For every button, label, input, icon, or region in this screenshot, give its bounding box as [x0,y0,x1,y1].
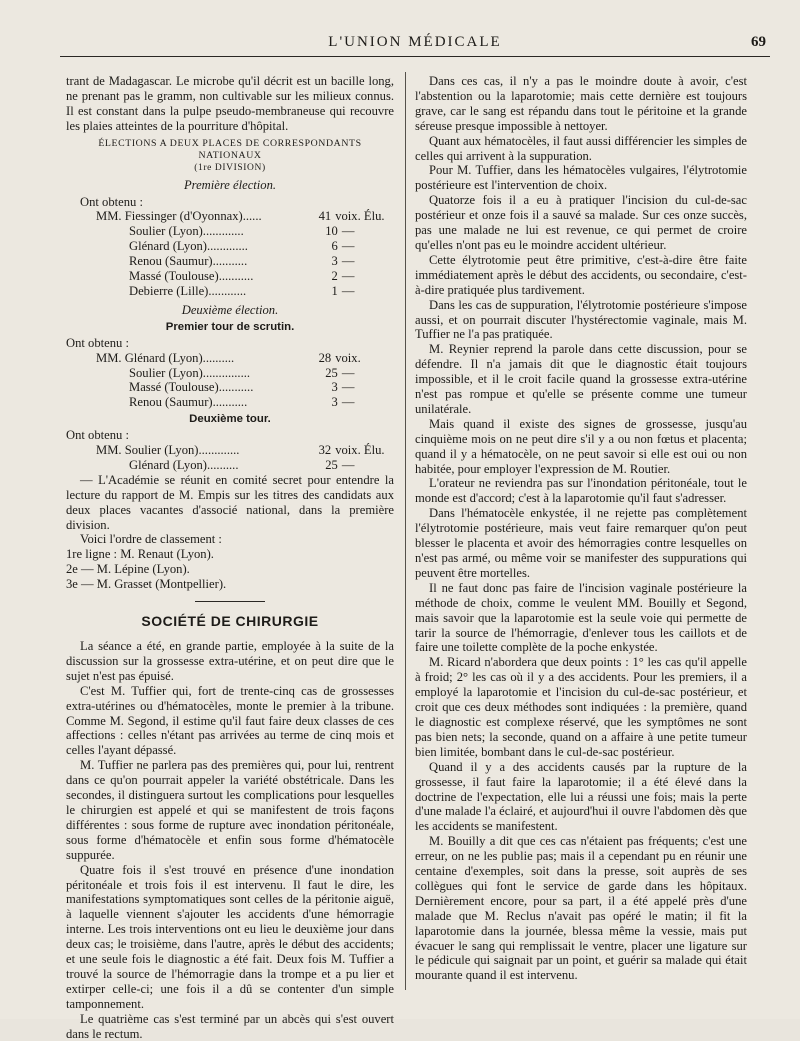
candidate-name: Renou (Saumur)........... [129,254,248,269]
paragraph: Quand il y a des accidents causés par la rupture de la grossesse, il faut faire la laparotomie; il a été élevé dans la doctrine de l'expectation, elle lui a réussi une fois; mais la perte d'une malade l'a éclairé, et aujourd'hui il ouvre l'abdomen dès que les accidents se manifestent. [415,759,747,834]
paragraph: Quant aux hématocèles, il faut aussi différencier les simples de celles qui arrivent à la suppuration. [415,133,747,163]
candidate-name: Soulier (Lyon)............... [129,365,251,380]
premiere-election-heading: Première élection. [183,177,277,192]
first-election-votes [66,209,394,298]
paragraph: Mais quand il existe des signes de grossesse, jusqu'au cinquième mois on ne peut dire s'il y a ou non fœtus et placenta; quand il y a hématocèle, on ne peut savoir si elle est oui ou non habitée, pour employer l'expression de M. Routier. [415,416,747,476]
vote-row [66,395,394,410]
paragraph: M. Bouilly a dit que ces cas n'étaient pas fréquents; c'est une erreur, on ne les publie pas; mais il a cependant pu en réunir une centaine d'exemples, soit dans la presse, soit auprès de ses collègues qui font le service de garde dans les hôpitaux. Dernièrement encore, pour sa part, il a été appelé près d'une malade que M. Reclus n'avait pas opéré le matin; il fit la laparotomie dans la journée, blessa même la vessie, mais put évacuer le sang qui remplissait le ventre, placer une ligature sur le pédicule qui saignait par un point, et guérir sa malade qui était mourante quand il est intervenu. [415,834,747,983]
vote-tag: — [341,224,355,239]
vote-tag: — [341,239,355,254]
vote-count: 41 [318,209,332,224]
vote-tag: voix. Élu. [335,443,385,458]
paragraph-seance: La séance a été, en grande partie, employée à la suite de la discussion sur la grossesse extra-utérine, et on peut dire que le sujet n'est pas épuisé. [66,639,394,683]
classement-intro: Voici l'ordre de classement : [80,532,222,547]
paragraph-academie: — L'Académie se réunit en comité secret pour entendre la lecture du rapport de M. Empis sur les titres des candidats aux deux places vacantes d'associé national, dans la première division. [66,472,394,532]
vote-row [66,366,394,381]
vote-row [66,269,394,284]
vote-count: 3 [331,395,338,410]
candidate-name: MM. Glénard (Lyon).......... [96,350,235,365]
paragraph: M. Ricard n'abordera que deux points : 1° les cas qu'il appelle à froid; 2° les cas où il y a des accidents. Pour les premiers, il a employé la laparotomie et l'incision du cul-de-sac postérieur, et croit que ces deux méthodes sont indiquées : la première, quand le diagnostic est complexe réservé, que les symptômes ne sont pas bien nets; la seconde, quand on a affaire à une petite tumeur bien limitée, bombant dans le cul-de-sac postérieur. [415,655,747,759]
classement-line: 3e — M. Grasset (Montpellier). [66,577,227,592]
paragraph: Dans les cas de suppuration, l'élytrotomie postérieure s'impose aussi, et on pourrait discuter l'hystérectomie vaginale, mais M. Tuffier ne l'a pas pratiquée. [415,297,747,342]
deuxieme-tour-heading: Deuxième tour. [189,413,271,426]
candidate-name: Massé (Toulouse)........... [129,380,254,395]
paragraph: Pour M. Tuffier, dans les hématocèles vulgaires, l'élytrotomie postérieure est l'intervention de choix. [415,163,747,193]
deuxieme-tour-votes [66,443,394,473]
paragraph-quatre-fois: Quatre fois il s'est trouvé en présence d'une inondation péritonéale et trois fois il est intervenu. Il faut le dire, les manifestations symptomatiques sont celles de la péritonie aiguë, à laquelle viennent s'ajouter les accidents d'une hémorragie interne. Les trois interventions ont eu lieu le deuxième jour dans deux cas; le troisième, dans l'autre, après le début des accidents; et une seule fois le diagnostic a été fait. Deux fois M. Tuffier a trouvé la source de l'hémorragie dans la trompe et a pu lier et extirper celle-ci; une fois il a dû se contenter d'un simple tamponnement. [66,862,394,1011]
paragraph-tuffier: C'est M. Tuffier qui, fort de trente-cinq cas de grossesses extra-utérines ou d'hématocèles, monte le premier à la tribune. Comme M. Segond, il estime qu'il faut faire deux classes de ces affections : celles n'étant pas arrivées au terme de cinq mois et celles l'ayant dépassé. [66,683,394,758]
ont-obtenu-label: Ont obtenu : [66,428,129,443]
paragraph-quatrieme-cas: Le quatrième cas s'est terminé par un abcès qui s'est ouvert dans le rectum. [66,1011,394,1041]
vote-row [66,224,394,239]
vote-count: 1 [331,283,338,298]
paragraph: Cette élytrotomie peut être primitive, c'est-à-dire être faite immédiatement après le début des accidents, ou secondaire, c'est-à-dire pratiquée plus tardivement. [415,252,747,297]
paragraph: Dans l'hématocèle enkystée, il ne rejette pas complètement l'élytrotomie postérieure, mais veut faire remarquer qu'on peut blesser le placenta et avoir des hémorragies contre lesquelles on n'est pas armé, ou même voir se manifester des suppurations qui peuvent être mortelles. [415,506,747,580]
vote-row [66,380,394,395]
paragraph: M. Reynier reprend la parole dans cette discussion, pour se défendre. Il n'a jamais dit que le diagnostic était toujours impossible, et il le croit facile quand la grossesse extra-utérine n'est pas rompue et qu'elle se présente comme une tumeur unilatérale. [415,342,747,416]
paragraph-microbe: trant de Madagascar. Le microbe qu'il décrit est un bacille long, ne prenant pas le gramm, non cultivable sur les milieux connus. Il est constant dans la pulpe pseudo-membraneuse qui recouvre les plaies atteintes de la pourriture d'hôpital. [66,74,394,133]
classement-list [66,547,394,592]
deuxieme-election-heading: Deuxième élection. [181,302,279,317]
vote-row [66,443,394,458]
vote-tag: voix. [335,350,361,365]
vote-count: 28 [318,350,332,365]
premier-tour-heading: Premier tour de scrutin. [165,320,295,333]
page-number: 69 [751,34,766,50]
vote-row [66,458,394,473]
left-column [66,74,394,1041]
candidate-name: MM. Soulier (Lyon)............. [96,443,240,458]
candidate-name: Renou (Saumur)........... [129,395,248,410]
classement-line: 1re ligne : M. Renaut (Lyon). [66,547,214,562]
premier-tour-votes [66,351,394,411]
journal-title: L'UNION MÉDICALE [328,34,502,50]
vote-row [66,284,394,299]
candidate-name: Debierre (Lille)............ [129,283,247,298]
candidate-name: Glénard (Lyon)............. [129,239,248,254]
section-rule [195,601,265,602]
vote-tag: — [341,269,355,284]
paragraph: L'orateur ne reviendra pas sur l'inondation péritonéale, tout le monde est d'accord; c'est à la laparotomie qu'il faut s'adresser. [415,476,747,506]
vote-count: 25 [325,457,338,472]
vote-count: 3 [331,254,338,269]
elections-heading-text: ÉLECTIONS A DEUX PLACES DE CORRESPONDANTS NATIONAUX [98,137,362,161]
elections-heading [66,138,394,174]
paragraph: Il ne faut donc pas faire de l'incision vaginale postérieure la méthode de choix, comme le veulent MM. Bouilly et Segond, mais savoir que la laparotomie est la seule voie qui permette de tarir la source de l'hémorragie, d'enlever tous les caillots et de faire une toilette complète de la poche enkystée. [415,580,747,655]
ont-obtenu-label: Ont obtenu : [80,194,143,209]
candidate-name: Soulier (Lyon)............. [129,224,244,239]
classement-line: 2e — M. Lépine (Lyon). [66,562,190,577]
vote-tag: — [341,283,355,298]
vote-count: 10 [325,224,338,239]
ont-obtenu-label: Ont obtenu : [66,335,129,350]
vote-row [66,209,394,224]
running-header [60,34,770,57]
vote-tag: voix. Élu. [335,209,385,224]
vote-tag: — [341,380,355,395]
candidate-name: Glénard (Lyon).......... [129,457,239,472]
candidate-name: Massé (Toulouse)........... [129,269,254,284]
column-divider [405,72,406,990]
vote-tag: — [341,254,355,269]
paragraph: Quatorze fois il a eu à pratiquer l'incision du cul-de-sac postérieur et onze fois il a sauvé sa malade. Sur ces onze succès, pas une malade ne lui est revenue, ce qui permet de croire qu'elles n'ont pas eu le moindre accident ultérieur. [415,193,747,252]
section-title: SOCIÉTÉ DE CHIRURGIE [141,613,319,630]
vote-count: 32 [318,443,332,458]
paragraph-parlera: M. Tuffier ne parlera pas des premières qui, pour lui, rentrent dans ce qu'on pourrait appeler la variété obstétricale. Dans les secondes, il distinguera surtout les complications pour lesquelles le chirurgien est appelé et qui se manifestent de trois façons différentes : sous forme de rupture avec inondation péritonéale, sous forme d'hématocèle et enfin sous forme d'hématocèle suppurée. [66,758,394,862]
vote-tag: — [341,365,355,380]
elections-division: (1re DIVISION) [194,162,266,173]
vote-count: 6 [331,239,338,254]
right-column [415,74,747,983]
vote-row [66,351,394,366]
paragraph: Dans ces cas, il n'y a pas le moindre doute à avoir, c'est l'abstention ou la laparotomie; mais cette dernière est toujours grave, car le sang est répandu dans tout le péritoine et la grande séreuse presque impossible à nettoyer. [415,74,747,133]
vote-row [66,254,394,269]
vote-count: 25 [325,365,338,380]
vote-tag: — [341,395,355,410]
vote-tag: — [341,457,355,472]
vote-count: 2 [331,269,338,284]
vote-count: 3 [331,380,338,395]
candidate-name: MM. Fiessinger (d'Oyonnax)...... [96,209,262,224]
vote-row [66,239,394,254]
